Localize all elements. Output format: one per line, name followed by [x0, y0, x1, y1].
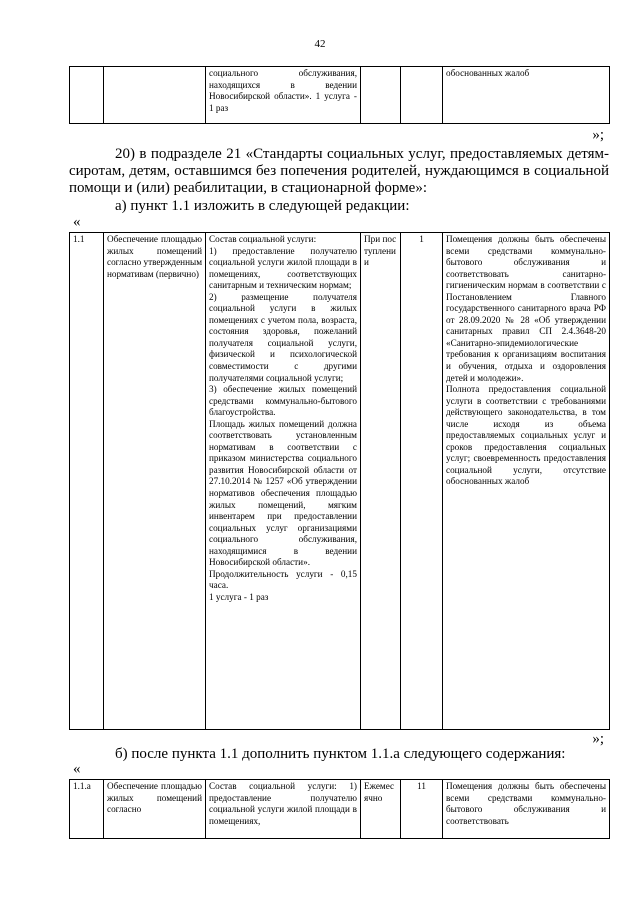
conditions-line: Полнота предоставления социальной услуги в соответствии с требованиями действующего законодательства, в том числе исходя из объема предоставляемых социальных услуг и сроков предоставления социальных услуг; своевременность предоставления социальной услуги, отсутствие обоснованных жалоб: [446, 384, 606, 487]
content-line: 1 услуга - 1 раз: [209, 591, 269, 602]
paragraph-20: 20) в подразделе 21 «Стандарты социальных услуг, предоставляемых детям-сиротам, детям, оставшимся без попечения родителей, нуждающимся в социальной помощи и (или) реабилитации, в стационарной форме»:: [69, 146, 609, 196]
conditions-line: Помещения должны быть обеспечены всеми средствами коммунально-бытового обслуживания и соответствовать санитарно-гигиеническим нормам в соответствии с Постановлением Главного государственного санитарного врача РФ от 28.09.2020 № 28 «Об утверждении санитарных правил СП 2.4.3648-20 «Санитарно-эпидемиологические требования к организациям воспитания и обучения, отдыха и оздоровления детей и молодежи».: [446, 234, 606, 383]
cell-content: [206, 233, 361, 730]
table-item-1-1: [69, 232, 610, 730]
cell-frequency: Ежемесячно: [361, 780, 401, 839]
closing-quote: »;: [592, 731, 604, 747]
cell-num: 1.1: [70, 233, 104, 730]
table-row: [70, 233, 610, 730]
cell-name: Обеспечение площадью жилых помещений согласно утвержденным нормативам (первично): [104, 233, 206, 730]
cell-count: [401, 67, 443, 124]
table-item-1-1a: [69, 779, 610, 839]
content-line: 3) обеспечение жилых помещений средствами коммунально-бытового благоустройства.: [209, 384, 357, 418]
table-continuation: [69, 66, 610, 124]
cell-content: социального обслуживания, находящихся в ведении Новосибирской области». 1 услуга - 1 раз: [206, 67, 361, 124]
cell-num: [70, 67, 104, 124]
opening-quote: «: [73, 761, 81, 777]
table-row: [70, 67, 610, 124]
table-row: [70, 780, 610, 839]
opening-quote: «: [73, 214, 81, 230]
cell-frequency: При поступлении: [361, 233, 401, 730]
content-line: Состав социальной услуги:: [209, 234, 317, 244]
cell-conditions: Помещения должны быть обеспечены всеми средствами коммунально-бытового обслуживания и соответствовать: [443, 780, 610, 839]
cell-count: 11: [401, 780, 443, 839]
cell-name: [104, 67, 206, 124]
cell-content: Состав социальной услуги: 1) предоставление получателю социальной услуги жилой площади в помещениях,: [206, 780, 361, 839]
content-line: Продолжительность услуги - 0,15 часа.: [209, 568, 357, 591]
cell-conditions: обоснованных жалоб: [443, 67, 610, 124]
paragraph-b: б) после пункта 1.1 дополнить пунктом 1.1.а следующего содержания:: [115, 746, 566, 762]
cell-name: Обеспечение площадью жилых помещений согласно: [104, 780, 206, 839]
content-line: 1) предоставление получателю социальной услуги жилой площади в помещениях, соответствующих санитарным и техническим нормам;: [209, 245, 357, 291]
content-line: Площадь жилых помещений должна соответствовать установленным нормативам в соответствии с приказом министерства социального развития Новосибирской области от 27.10.2014 № 1257 «Об утверждении нормативов обеспечения площадью жилых помещений, мягким инвентарем при предоставлении социальных услуг организациями социального обслуживания, находящимися в ведении Новосибирской области».: [209, 418, 357, 568]
paragraph-a: а) пункт 1.1 изложить в следующей редакции:: [115, 198, 410, 214]
cell-conditions: [443, 233, 610, 730]
cell-num: 1.1.а: [70, 780, 104, 839]
content-line: 2) размещение получателя социальной услуги в жилых помещениях с учетом пола, возраста, состояния здоровья, пожеланий получателя социальной услуги, физической и психологической совместимости с другими получателями социальной услуги;: [209, 291, 357, 383]
cell-count: 1: [401, 233, 443, 730]
page-number: 42: [314, 38, 326, 50]
cell-frequency: [361, 67, 401, 124]
closing-quote: »;: [592, 127, 604, 143]
